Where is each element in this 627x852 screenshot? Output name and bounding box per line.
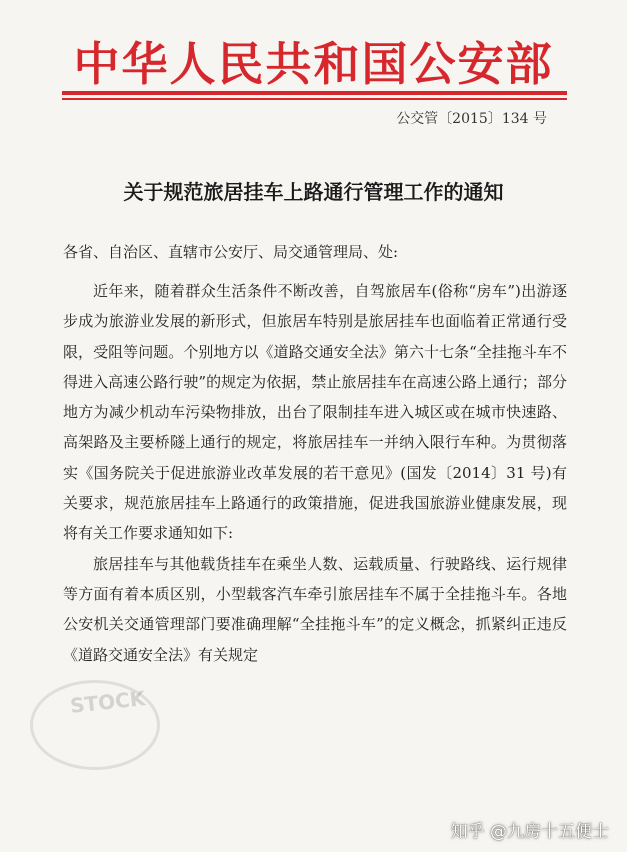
body-paragraph-1: 近年来，随着群众生活条件不断改善，自驾旅居车(俗称“房车”)出游逐步成为旅游业发展的新形式，但旅居车特别是旅居挂车也面临着正常通行受限，受阻等问题。个别地方以《道路交通安全法》第六十七条“全挂拖斗车不得进入高速公路行驶”的规定为依据，禁止旅居挂车在高速公路上通行；部分地方为减少机动车污染物排放，出台了限制挂车进入城区或在城市快速路、高架路及主要桥隧上通行的规定，将旅居挂车一并纳入限行车种。为贯彻落实《国务院关于促进旅游业改革发展的若干意见》(国发〔2014〕31 号)有关要求，规范旅居挂车上路通行的政策措施，促进我国旅游业健康发展，现将有关工作要求通知如下: <box>63 282 567 543</box>
salutation: 各省、自治区、直辖市公安厅、局交通管理局、处: <box>63 243 399 261</box>
zhihu-watermark: 知乎 @九房十五便士 <box>450 822 609 842</box>
body-paragraph-2: 旅居挂车与其他载货挂车在乘坐人数、运载质量、行驶路线、运行规律等方面有着本质区别，小型载客汽车牵引旅居挂车不属于全挂拖斗车。各地公安机关交通管理部门要准确理解“全挂拖斗车”的定义概念，抓紧纠正违反《道路交通安全法》有关规定 <box>63 554 567 664</box>
header-red-rule <box>62 91 567 95</box>
header-red-rule-thin <box>62 98 567 100</box>
ministry-header-title: 中华人民共和国公安部 <box>73 37 554 91</box>
notice-title: 关于规范旅居挂车上路通行管理工作的通知 <box>123 180 504 204</box>
document-number: 公交管〔2015〕134 号 <box>396 111 547 127</box>
faded-stamp-text: STOCK <box>68 686 147 718</box>
notice-body <box>63 276 567 670</box>
